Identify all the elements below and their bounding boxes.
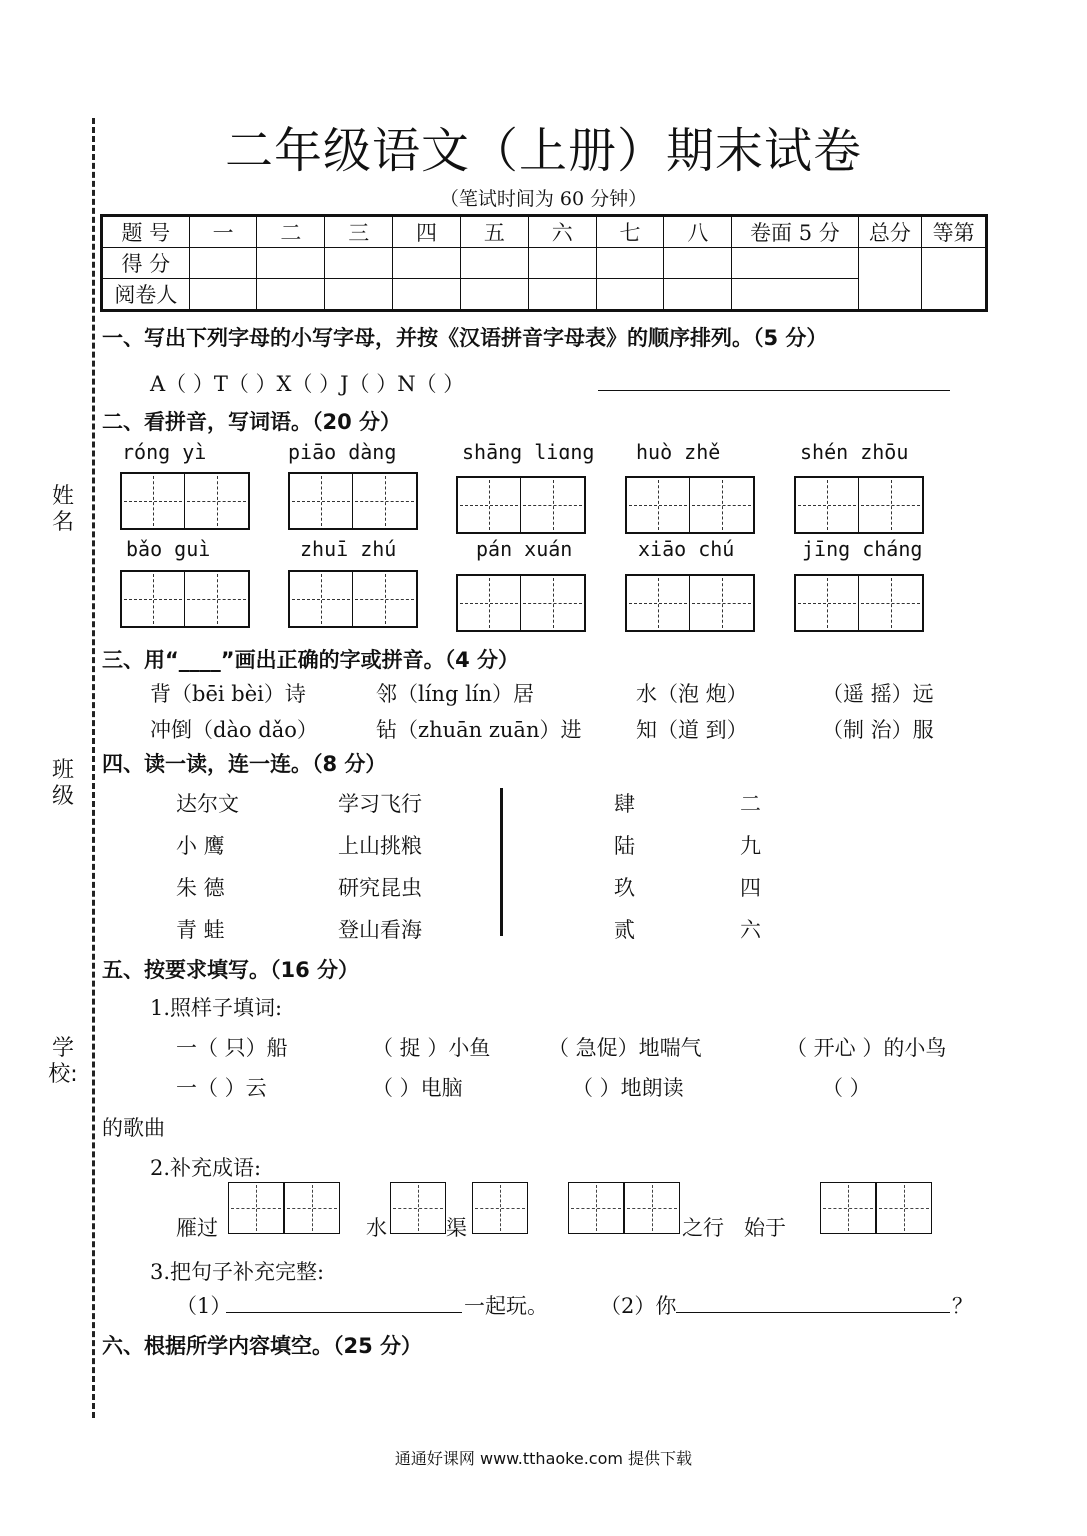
grader-cell[interactable] xyxy=(732,279,858,311)
match-item[interactable]: 贰 xyxy=(614,918,635,942)
col-header: 卷面 5 分 xyxy=(732,216,858,248)
col-header: 四 xyxy=(393,216,461,248)
pinyin: zhuī zhú xyxy=(300,537,397,561)
writing-grid[interactable] xyxy=(625,476,755,534)
grader-cell[interactable] xyxy=(596,279,664,311)
q6-heading: 六、根据所学内容填空。（25 分） xyxy=(102,1334,423,1358)
writing-grid[interactable] xyxy=(288,570,418,628)
q3-heading: 三、用“____”画出正确的字或拼音。（4 分） xyxy=(102,648,520,672)
q1-heading: 一、写出下列字母的小写字母，并按《汉语拼音字母表》的顺序排列。（5 分） xyxy=(102,326,828,350)
writing-grid[interactable] xyxy=(288,472,418,530)
row-label: 题 号 xyxy=(102,216,190,248)
q2-heading: 二、看拼音，写词语。（20 分） xyxy=(102,410,402,434)
col-header: 七 xyxy=(596,216,664,248)
fill-blank-wrap: 的歌曲 xyxy=(102,1116,165,1140)
sentence-2-blank[interactable] xyxy=(676,1312,950,1313)
score-cell[interactable] xyxy=(325,248,393,279)
idiom-text: 雁过 xyxy=(176,1216,218,1240)
total-cell[interactable] xyxy=(858,248,922,311)
writing-grid[interactable] xyxy=(794,574,924,632)
page-title: 二年级语文（上册）期末试卷 xyxy=(224,123,862,179)
score-cell[interactable] xyxy=(257,248,325,279)
score-cell[interactable] xyxy=(528,248,596,279)
score-cell[interactable] xyxy=(460,248,528,279)
writing-grid[interactable] xyxy=(456,574,586,632)
idiom-box[interactable] xyxy=(472,1182,528,1234)
fill-blank[interactable]: （ ）地朗读 xyxy=(572,1076,684,1100)
row-label: 阅卷人 xyxy=(102,279,190,311)
match-item[interactable]: 研究昆虫 xyxy=(338,876,422,900)
q1-answer-line[interactable] xyxy=(598,390,950,391)
writing-grid[interactable] xyxy=(456,476,586,534)
class-label: 班级 xyxy=(51,758,74,809)
grader-cell[interactable] xyxy=(393,279,461,311)
score-cell[interactable] xyxy=(189,248,257,279)
col-header: 一 xyxy=(189,216,257,248)
pinyin: piāo dàng xyxy=(288,440,397,464)
grader-cell[interactable] xyxy=(189,279,257,311)
col-header: 五 xyxy=(460,216,528,248)
pinyin: róng yì xyxy=(122,440,207,464)
match-divider xyxy=(500,788,503,936)
writing-grid[interactable] xyxy=(120,472,250,530)
grader-cell[interactable] xyxy=(664,279,732,311)
school-label: 学校: xyxy=(48,1036,78,1087)
idiom-text: 始于 xyxy=(744,1216,786,1240)
match-item[interactable]: 肆 xyxy=(614,792,635,816)
sentence-2-prefix: （2）你 xyxy=(600,1294,677,1318)
match-item[interactable]: 陆 xyxy=(614,834,635,858)
col-header: 八 xyxy=(664,216,732,248)
match-item[interactable]: 学习飞行 xyxy=(338,792,422,816)
idiom-box[interactable] xyxy=(820,1182,876,1234)
grader-cell[interactable] xyxy=(257,279,325,311)
pinyin: bǎo guì xyxy=(126,537,211,561)
col-header: 总分 xyxy=(858,216,922,248)
example-item: （ 开心 ）的小鸟 xyxy=(786,1036,947,1060)
score-cell[interactable] xyxy=(596,248,664,279)
fill-blank[interactable]: 一（ ）云 xyxy=(176,1076,267,1100)
pinyin: jīng cháng xyxy=(802,537,923,561)
page-subtitle: （笔试时间为 60 分钟） xyxy=(439,188,648,210)
pinyin: shāng liɑng xyxy=(462,440,595,464)
row-label: 得 分 xyxy=(102,248,190,279)
col-header: 六 xyxy=(528,216,596,248)
footer-credit: 通通好课网 www.tthaoke.com 提供下载 xyxy=(394,1449,693,1468)
q3-item: （制 治）服 xyxy=(822,718,934,742)
match-item[interactable]: 达尔文 xyxy=(176,792,239,816)
q3-item: 水（泡 炮） xyxy=(636,682,748,706)
sentence-1-prefix: （1） xyxy=(176,1294,232,1318)
sentence-2-suffix: ？ xyxy=(952,1294,973,1318)
q4-heading: 四、读一读，连一连。（8 分） xyxy=(102,752,387,776)
example-item: （ 急促）地喘气 xyxy=(548,1036,702,1060)
idiom-text: 渠 xyxy=(446,1216,467,1240)
writing-grid[interactable] xyxy=(794,476,924,534)
idiom-box[interactable] xyxy=(876,1182,932,1234)
q3-item: 邻（líng lín）居 xyxy=(376,682,535,706)
q3-item: 背（bēi bèi）诗 xyxy=(150,682,306,706)
grader-cell[interactable] xyxy=(528,279,596,311)
q5-sub3: 3.把句子补充完整: xyxy=(150,1260,325,1284)
grade-cell[interactable] xyxy=(922,248,987,311)
idiom-text: 水 xyxy=(366,1216,387,1240)
writing-grid[interactable] xyxy=(120,570,250,628)
match-item[interactable]: 小 鹰 xyxy=(176,834,225,858)
match-item[interactable]: 上山挑粮 xyxy=(338,834,422,858)
q3-item: 钻（zhuān zuān）进 xyxy=(376,718,582,742)
pinyin: huò zhě xyxy=(636,440,721,464)
name-label: 姓名 xyxy=(51,484,74,535)
score-cell[interactable] xyxy=(393,248,461,279)
idiom-text: 之行 xyxy=(682,1216,724,1240)
col-header: 等第 xyxy=(922,216,987,248)
match-item[interactable]: 朱 德 xyxy=(176,876,225,900)
q3-item: 知（道 到） xyxy=(636,718,748,742)
writing-grid[interactable] xyxy=(625,574,755,632)
pinyin: xiāo chú xyxy=(638,537,735,561)
binding-cut-line xyxy=(92,118,95,1418)
fill-blank[interactable]: （ ）电脑 xyxy=(372,1076,463,1100)
idiom-box[interactable] xyxy=(228,1182,284,1234)
grader-cell[interactable] xyxy=(325,279,393,311)
grader-cell[interactable] xyxy=(460,279,528,311)
match-item[interactable]: 六 xyxy=(740,918,761,942)
q5-heading: 五、按要求填写。（16 分） xyxy=(102,958,360,982)
score-cell[interactable] xyxy=(664,248,732,279)
q3-item: 冲倒（dào dǎo） xyxy=(150,718,318,742)
example-item: （ 捉 ）小鱼 xyxy=(372,1036,491,1060)
pinyin: pán xuán xyxy=(476,537,573,561)
idiom-box[interactable] xyxy=(390,1182,446,1234)
q5-sub2: 2.补充成语: xyxy=(150,1156,262,1180)
match-item[interactable]: 玖 xyxy=(614,876,635,900)
score-table xyxy=(100,214,988,312)
q5-sub1: 1.照样子填词: xyxy=(150,996,283,1020)
match-item[interactable]: 青 蛙 xyxy=(176,918,225,942)
example-item: 一（ 只）船 xyxy=(176,1036,288,1060)
fill-blank[interactable]: （ ） xyxy=(822,1076,871,1100)
col-header: 二 xyxy=(257,216,325,248)
match-item[interactable]: 九 xyxy=(740,834,761,858)
sentence-1-blank[interactable] xyxy=(226,1312,462,1313)
col-header: 三 xyxy=(325,216,393,248)
score-cell[interactable] xyxy=(732,248,858,279)
idiom-box[interactable] xyxy=(624,1182,680,1234)
idiom-box[interactable] xyxy=(284,1182,340,1234)
pinyin: shén zhōu xyxy=(800,440,909,464)
sentence-1-suffix: 一起玩。 xyxy=(464,1294,548,1318)
idiom-box[interactable] xyxy=(568,1182,624,1234)
match-item[interactable]: 二 xyxy=(740,792,761,816)
q1-letters: A（ ）T（ ）X（ ）J（ ）N（ ） xyxy=(150,372,465,396)
match-item[interactable]: 四 xyxy=(740,876,761,900)
match-item[interactable]: 登山看海 xyxy=(338,918,422,942)
q3-item: （遥 摇）远 xyxy=(822,682,934,706)
